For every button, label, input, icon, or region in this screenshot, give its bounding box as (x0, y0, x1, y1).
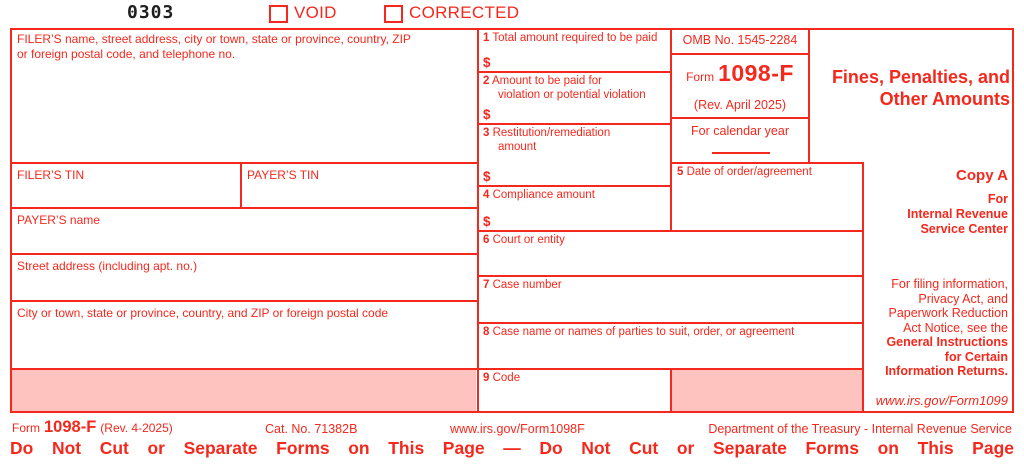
form-number: 1098-F (718, 60, 794, 86)
box1-dollar-sign: $ (483, 54, 491, 70)
filer-info-label-line1: FILER’S name, street address, city or town, state or province, country, ZIP (17, 32, 411, 46)
copy-a-recipient-line1: Internal Revenue (907, 207, 1008, 221)
box3-number: 3 (483, 127, 490, 139)
box8-number: 8 (483, 326, 490, 338)
filer-tin-field[interactable] (12, 164, 238, 206)
box9-number: 9 (483, 372, 490, 384)
box2-dollar-sign: $ (483, 106, 491, 122)
omb-number: OMB No. 1545-2284 (682, 33, 798, 47)
box3-label-line1: Restitution/remediation (492, 127, 611, 139)
box8-case-name-field[interactable] (479, 324, 863, 367)
divider (670, 368, 672, 413)
box2-label-line1: Amount to be paid for (491, 75, 602, 87)
form-title (812, 66, 1010, 110)
city-field[interactable] (12, 302, 475, 367)
box8-label: Case name or names of parties to suit, order, or agreement (492, 326, 795, 338)
payer-tin-label: PAYER’S TIN (247, 168, 320, 182)
form1099-url: www.irs.gov/Form1099 (875, 393, 1008, 408)
copy-a-for: For (987, 192, 1008, 206)
divider (670, 117, 810, 119)
notice-line: Act Notice, see the (903, 320, 1008, 335)
box7-case-number-field[interactable] (479, 277, 863, 321)
notice-line-bold: General Instructions (886, 335, 1008, 349)
notice-line: Paperwork Reduction (888, 306, 1008, 320)
box9-label: Code (492, 372, 521, 384)
divider (10, 368, 864, 370)
ocr-code: 0303 (127, 2, 175, 23)
footer-revision: (Rev. 4-2025) (100, 421, 173, 435)
street-address-field[interactable] (12, 255, 475, 299)
corrected-checkbox[interactable] (384, 5, 403, 23)
copy-a-recipient (866, 192, 1008, 237)
box1-number: 1 (483, 32, 490, 44)
box2-number: 2 (483, 75, 490, 87)
box3-restitution-field[interactable] (479, 125, 669, 184)
box5-number: 5 (677, 166, 684, 178)
filer-info-label-line2: or foreign postal code, and telephone no. (17, 47, 236, 61)
payer-name-label: PAYER’S name (17, 213, 100, 227)
box3-dollar-sign: $ (483, 168, 491, 184)
filing-notice (866, 277, 1008, 379)
do-not-cut-warning: Do Not Cut or Separate Forms on This Page — Do Not Cut or Separate Forms on This Page (10, 438, 1014, 458)
footer-form-word: Form (12, 421, 40, 435)
filer-info-field[interactable] (12, 30, 475, 160)
form-revision: (Rev. April 2025) (693, 98, 787, 112)
box6-number: 6 (483, 234, 490, 246)
payer-name-field[interactable] (12, 209, 475, 252)
divider (670, 53, 810, 55)
box2-violation-amount-field[interactable] (479, 73, 669, 122)
notice-line-bold: Information Returns. (885, 364, 1008, 378)
calendar-year-blank-field[interactable] (712, 152, 770, 154)
void-checkbox[interactable] (269, 5, 288, 23)
form-word: Form (686, 70, 715, 84)
copy-a-recipient-line2: Service Center (920, 222, 1008, 236)
catalog-number: Cat. No. 71382B (265, 422, 358, 436)
box6-label: Court or entity (492, 234, 565, 246)
box5-label: Date of order/agreement (686, 166, 812, 178)
divider (808, 28, 810, 164)
box7-number: 7 (483, 279, 490, 291)
box3-label-line2: amount (498, 140, 537, 153)
box4-label: Compliance amount (492, 189, 595, 201)
payer-tin-field[interactable] (242, 164, 475, 206)
department-label: Department of the Treasury - Internal Revenue Service (708, 422, 1012, 436)
form-number-block (672, 60, 808, 87)
footer-form-number: 1098-F (44, 418, 97, 436)
box4-compliance-field[interactable] (479, 187, 669, 229)
notice-line-bold: for Certain (944, 349, 1008, 364)
filer-tin-label: FILER’S TIN (17, 168, 85, 182)
box7-label: Case number (492, 279, 562, 291)
box1-label: Total amount required to be paid (492, 32, 658, 44)
box6-court-field[interactable] (479, 232, 863, 274)
box4-number: 4 (483, 189, 490, 201)
form-title-line2: Other Amounts (879, 89, 1010, 109)
notice-line: For filing information, (891, 277, 1008, 291)
form1098f-url: www.irs.gov/Form1098F (450, 422, 585, 436)
void-label: VOID (294, 3, 337, 22)
form-title-line1: Fines, Penalties, and (831, 67, 1010, 87)
street-address-label: Street address (including apt. no.) (17, 259, 198, 273)
box4-dollar-sign: $ (483, 213, 491, 229)
box2-label-line2: violation or potential violation (498, 88, 646, 101)
notice-line: Privacy Act, and (918, 291, 1008, 306)
copy-a-label: Copy A (956, 167, 1008, 184)
box9-code-field[interactable] (479, 370, 669, 412)
box5-date-field[interactable] (672, 164, 861, 229)
calendar-year-label: For calendar year (691, 124, 789, 138)
corrected-label: CORRECTED (409, 3, 520, 22)
footer-form-id (12, 418, 173, 437)
box1-total-amount-field[interactable] (479, 30, 669, 70)
city-label: City or town, state or province, country, and ZIP or foreign postal code (17, 306, 389, 320)
